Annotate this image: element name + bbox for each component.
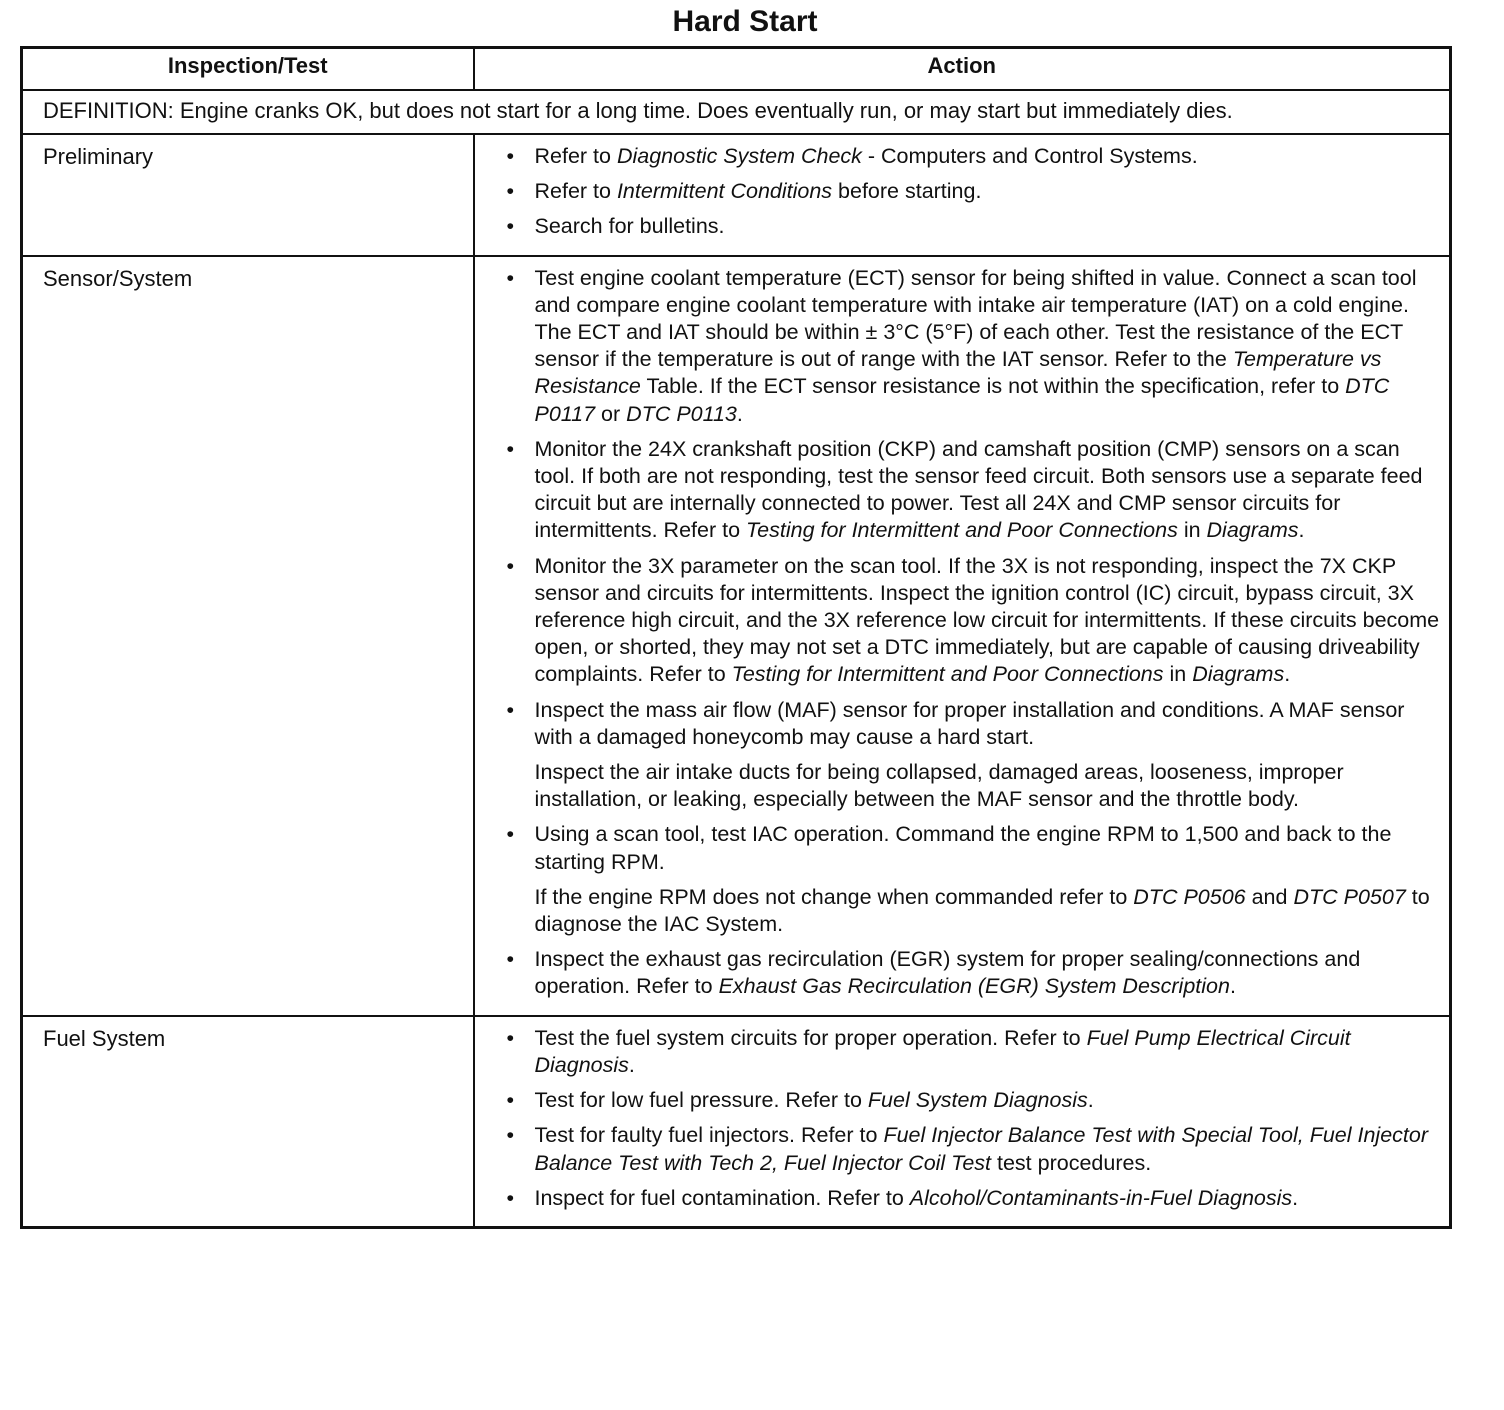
table-row bbox=[22, 256, 1451, 1016]
inspection-label: Preliminary bbox=[22, 134, 474, 256]
action-text: Search for bulletins. bbox=[534, 214, 725, 239]
action-text: Refer to bbox=[534, 179, 617, 204]
action-item bbox=[505, 1087, 1442, 1114]
action-text: . bbox=[1298, 518, 1305, 543]
action-text: Test the fuel system circuits for proper operation. Refer to bbox=[534, 1025, 1087, 1050]
action-text: Test for faulty fuel injectors. Refer to bbox=[534, 1123, 884, 1148]
reference-link: Testing for Intermittent and Poor Connections bbox=[731, 662, 1164, 687]
diagnosis-table bbox=[20, 46, 1452, 1229]
action-text: Test for low fuel pressure. Refer to bbox=[534, 1088, 868, 1113]
inspection-label: Fuel System bbox=[22, 1016, 474, 1228]
action-item bbox=[505, 1185, 1442, 1212]
action-text: If the engine RPM does not change when commanded refer to bbox=[534, 884, 1134, 909]
action-text: . bbox=[1229, 974, 1236, 999]
definition-text: DEFINITION: Engine cranks OK, but does not start for a long time. Does eventually run, or may start but immediately dies. bbox=[22, 90, 1451, 134]
action-text: - Computers and Control Systems. bbox=[861, 144, 1198, 168]
reference-link: DTC P0113 bbox=[626, 401, 737, 426]
action-text: . bbox=[1284, 662, 1291, 687]
action-text: test procedures. bbox=[991, 1150, 1152, 1175]
action-cell bbox=[474, 256, 1451, 1016]
action-list bbox=[505, 143, 1442, 241]
reference-link: Fuel System Diagnosis bbox=[867, 1088, 1088, 1113]
action-list bbox=[505, 1025, 1442, 1212]
reference-link: Intermittent Conditions bbox=[616, 179, 833, 204]
table-row bbox=[22, 134, 1451, 256]
action-item bbox=[505, 821, 1442, 938]
header-inspection-test: Inspection/Test bbox=[22, 48, 474, 91]
action-text: Inspect for fuel contamination. Refer to bbox=[534, 1185, 910, 1210]
inspection-label: Sensor/System bbox=[22, 256, 474, 1016]
action-cell bbox=[474, 134, 1451, 256]
action-text: and bbox=[1245, 884, 1294, 909]
action-text: Using a scan tool, test IAC operation. Command the engine RPM to 1,500 and back to the starting RPM. bbox=[534, 822, 1392, 874]
action-text: Table. If the ECT sensor resistance is not within the specification, refer to bbox=[640, 374, 1346, 399]
action-item bbox=[505, 143, 1442, 170]
reference-link: Diagnostic System Check bbox=[616, 144, 862, 168]
reference-link: Diagrams bbox=[1192, 662, 1285, 687]
action-item bbox=[505, 697, 1442, 814]
definition-row bbox=[22, 90, 1451, 134]
reference-link: Diagrams bbox=[1206, 518, 1299, 543]
action-text: . bbox=[1087, 1088, 1094, 1113]
action-text: . bbox=[1292, 1185, 1299, 1210]
action-cell bbox=[474, 1016, 1451, 1228]
action-item bbox=[505, 1122, 1442, 1176]
reference-link: Alcohol/Contaminants-in-Fuel Diagnosis bbox=[909, 1185, 1293, 1210]
reference-link: DTC P0506 bbox=[1133, 884, 1246, 909]
action-text: to diagnose the IAC System. bbox=[534, 884, 1430, 937]
action-item bbox=[505, 265, 1442, 428]
action-text: in bbox=[1163, 662, 1193, 687]
reference-link: DTC P0117 bbox=[534, 374, 1390, 426]
header-action: Action bbox=[474, 48, 1451, 91]
action-text: . bbox=[628, 1052, 635, 1077]
action-list bbox=[505, 265, 1442, 1001]
page-title: Hard Start bbox=[672, 5, 818, 38]
action-text: before starting. bbox=[832, 179, 982, 204]
action-text: in bbox=[1177, 518, 1207, 543]
reference-link: DTC P0507 bbox=[1293, 884, 1406, 909]
table-row bbox=[22, 1016, 1451, 1228]
action-item bbox=[505, 178, 1442, 205]
action-item bbox=[505, 1025, 1442, 1079]
action-item bbox=[505, 213, 1442, 240]
action-text: . bbox=[736, 401, 743, 426]
action-text: or bbox=[595, 401, 627, 426]
reference-link: Fuel Injector Balance Test with Special Tool, Fuel Injector Balance Test with Tech 2, Fuel Injector Coil Test bbox=[534, 1123, 1428, 1175]
action-item bbox=[505, 553, 1442, 689]
action-item bbox=[505, 436, 1442, 545]
action-text: Inspect the air intake ducts for being collapsed, damaged areas, looseness, improper installation, or leaking, especially between the MAF sensor and the throttle body. bbox=[534, 760, 1344, 812]
reference-link: Exhaust Gas Recirculation (EGR) System Description bbox=[718, 974, 1230, 999]
action-text: Inspect the mass air flow (MAF) sensor for proper installation and conditions. A MAF sensor with a damaged honeycomb may cause a hard start. bbox=[534, 697, 1405, 749]
reference-link: Testing for Intermittent and Poor Connections bbox=[746, 518, 1178, 543]
action-text: Monitor the 3X parameter on the scan tool. If the 3X is not responding, inspect the 7X CKP sensor and circuits for intermittents. Inspect the ignition control (IC) circuit, bypass circuit, 3X reference high circuit, and the 3X reference low circuit for intermittents. If these circuits become open, or shorted, they may not set a DTC immediately, but are capable of causing driveability complaints. Refer to bbox=[534, 553, 1440, 687]
header-row bbox=[22, 48, 1451, 91]
action-text: Test engine coolant temperature (ECT) sensor for being shifted in value. Connect a scan tool and compare engine coolant temperature with intake air temperature (IAT) on a cold engine. The ECT and IAT should be within ± 3°C (5°F) of each other. Test the resistance of the ECT sensor if the temperature is out of range with the IAT sensor. Refer to the bbox=[534, 265, 1417, 372]
reference-link: Fuel Pump Electrical Circuit Diagnosis bbox=[534, 1025, 1351, 1077]
action-item bbox=[505, 946, 1442, 1000]
action-text: Monitor the 24X crankshaft position (CKP) and camshaft position (CMP) sensors on a scan tool. If both are not responding, test the sensor feed circuit. Both sensors use a separate feed circuit but are internally connected to power. Test all 24X and CMP sensor circuits for intermittents. Refer to bbox=[534, 436, 1423, 543]
action-text: Refer to bbox=[534, 144, 617, 168]
reference-link: Temperature vs Resistance bbox=[534, 347, 1382, 399]
action-text: Inspect the exhaust gas recirculation (EGR) system for proper sealing/connections and operation. Refer to bbox=[534, 947, 1361, 999]
